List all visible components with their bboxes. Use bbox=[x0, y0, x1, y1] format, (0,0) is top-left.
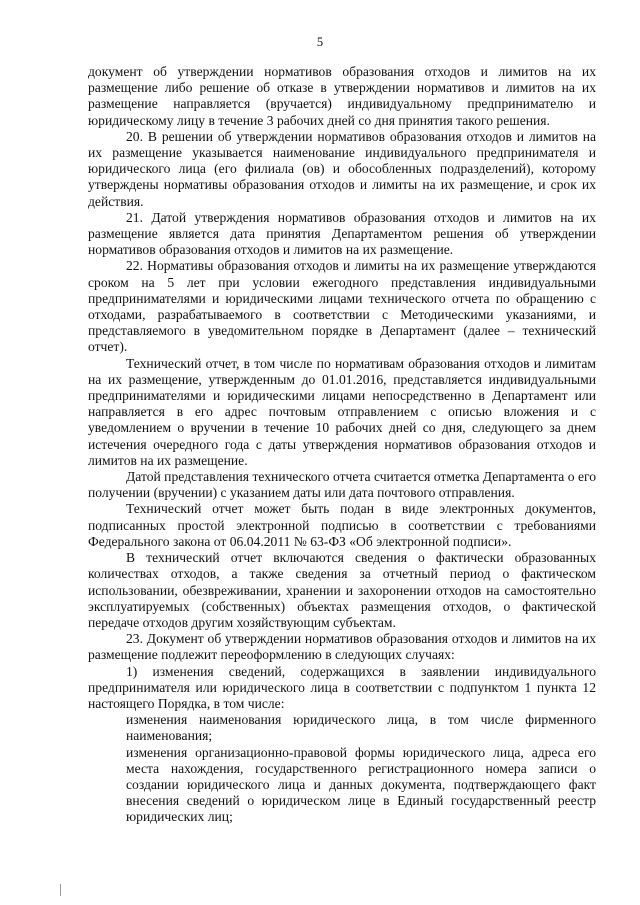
paragraph-23-item-1-name-change: изменения наименования юридического лица, в том числе фирменного наименования; bbox=[126, 712, 596, 744]
paragraph-22-report-date: Датой представления технического отчета считается отметка Департамента о его получении (вручении) с указанием даты или дата почтового отправления. bbox=[88, 469, 597, 501]
document-body bbox=[88, 64, 596, 826]
paragraph-22: 22. Нормативы образования отходов и лимиты на их размещение утверждаются сроком на 5 лет при условии ежегодного представления индивидуальными предпринимателями и юридическими лицами технического отчета по обращению с отходами, разрабатываемого в соответствии с Методическими указаниями, и представляемого в уведомительном порядке в Департамент (далее – технический отчет). bbox=[88, 258, 596, 355]
paragraph-23-item-1-form-change: изменения организационно-правовой формы юридического лица, адреса его места нахождения, государственного регистрационного номера записи о создании юридического лица и данных документа, подтверждающего факт внесения сведений о юридическом лице в Единый государственный реестр юридических лиц; bbox=[126, 744, 596, 825]
paragraph-23-item-1: 1) изменения сведений, содержащихся в заявлении индивидуального предпринимателя или юридического лица в соответствии с подпунктом 1 пункта 12 настоящего Порядка, в том числе: bbox=[88, 663, 596, 711]
paragraph-22-report: Технический отчет, в том числе по нормативам образования отходов и лимитам на их размещение, утвержденным до 01.01.2016, представляется индивидуальными предпринимателями и юридическими лицами непосредственно в Департамент или направляется в его адрес почтовым отправлением с описью вложения и с уведомлением о вручении в течение 10 рабочих дней со дня, следующего за днем истечения очередного года с даты утверждения нормативов образования отходов и лимитов на их размещение. bbox=[88, 355, 596, 468]
paragraph-22-contents: В технический отчет включаются сведения о фактически образованных количествах отходов, а также сведения за отчетный период о фактическом использовании, обезвреживании, хранении и захоронении отходов на самостоятельно эксплуатируемых (собственных) объектах размещения отходов, о фактической передаче отходов другим хозяйствующим субъектам. bbox=[88, 550, 596, 630]
page-number: 5 bbox=[316, 35, 324, 49]
paragraph-23: 23. Документ об утверждении нормативов образования отходов и лимитов на их размещение подлежит переоформлению в следующих случаях: bbox=[88, 631, 596, 663]
paragraph-20: 20. В решении об утверждении нормативов образования отходов и лимитов на их размещение указывается наименование индивидуального предпринимателя и юридического лица (его филиала (ов) и обособленных подразделений), которому утверждены нормативы образования отходов и лимиты на их размещение, и срок их действия. bbox=[88, 128, 596, 209]
paragraph-19-continuation: документ об утверждении нормативов образования отходов и лимитов на их размещение либо решение об отказе в утверждении нормативов и лимитов на их размещение направляется (вручается) индивидуальному предпринимателю и юридическому лицу в течение 3 рабочих дней со дня принятия такого решения. bbox=[88, 64, 596, 128]
scan-mark-left bbox=[60, 884, 61, 896]
paragraph-21: 21. Датой утверждения нормативов образования отходов и лимитов на их размещение является дата принятия Департаментом решения об утверждении нормативов образования отходов и лимитов на их размещение. bbox=[88, 209, 596, 258]
paragraph-22-electronic: Технический отчет может быть подан в виде электронных документов, подписанных простой электронной подписью в соответствии с требованиями Федерального закона от 06.04.2011 № 63-ФЗ «Об электронной подписи». bbox=[88, 501, 596, 549]
